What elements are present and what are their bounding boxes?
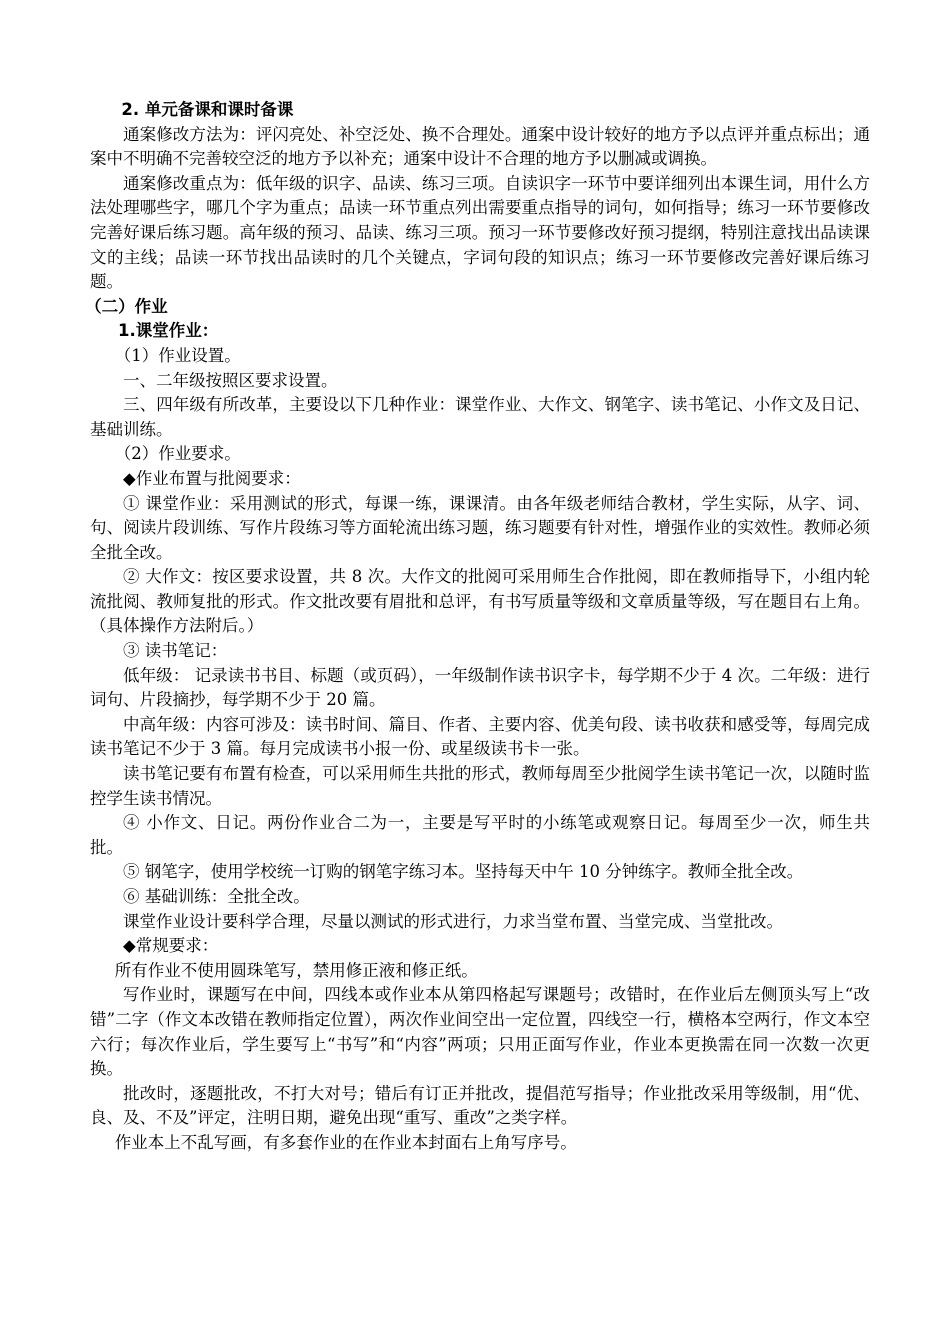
item-grade-3-4: 三、四年级有所改革，主要设以下几种作业：课堂作业、大作文、钢笔字、读书笔记、小作文及日记、基础训练。 xyxy=(90,395,870,439)
rule-notebook-care: 作业本上不乱写画，有多套作业的在作业本封面右上角写序号。 xyxy=(114,1132,577,1152)
document-page xyxy=(85,98,870,1156)
bullet-assignment-review: ◆作业布置与批阅要求： xyxy=(123,468,301,488)
section-homework-heading: （二）作业 xyxy=(85,296,168,316)
paragraph-revision-focus: 通案修改重点为：低年级的识字、品读、练习三项。自读识字一环节中要详细列出本课生词，用什么方法处理哪些字，哪几个字为重点；品读一环节重点列出需要重点指导的词句，如何指导；练习一环节要修改完善好课后练习题。高年级的预习、品读、练习三项。预习一环节要修改好预习提纲，特别注意找出品读课文的主线；品读一环节找出品读时的几个关键点，字词句段的知识点；练习一环节要修改完善好课后练习题。 xyxy=(90,173,870,292)
rule-grading: 批改时，逐题批改，不打大对号；错后有订正并批改，提倡范写指导；作业批改采用等级制，用“优、良、及、不及”评定，注明日期，避免出现“重写、重改”之类字样。 xyxy=(90,1083,870,1128)
item-grade-1-2: 一、二年级按照区要求设置。 xyxy=(123,370,338,390)
entry-small-composition-diary: ④ 小作文、日记。两份作业合二为一，主要是写平时的小练笔或观察日记。每周至少一次，师生共批。 xyxy=(90,813,870,857)
entry-design-note: 课堂作业设计要科学合理，尽量以测试的形式进行，力求当堂布置、当堂完成、当堂批改。 xyxy=(123,911,783,931)
bullet-routine-requirements: ◆常规要求： xyxy=(123,936,219,956)
entry-reading-notes-low-grade: 低年级： 记录读书书目、标题（或页码），一年级制作读书识字卡，每学期不少于 4 次。二年级：进行词句、片段摘抄，每学期不少于 20 篇。 xyxy=(90,665,870,710)
rule-writing-format: 写作业时，课题写在中间，四线本或作业本从第四格起写课题号；改错时，在作业后左侧顶头写上“改错”二字（作文本改错在教师指定位置），两次作业间空出一定位置，四线空一行，横格本空两行，作文本空六行；每次作业后，学生要写上“书写”和“内容”两项；只用正面写作业，作业本更换需在同一次数一次更换。 xyxy=(90,985,870,1079)
entry-reading-notes-check: 读书笔记要有布置有检查，可以采用师生共批的形式，教师每周至少批阅学生读书笔记一次，以随时监控学生读书情况。 xyxy=(90,764,870,808)
item-homework-setting: （1）作业设置。 xyxy=(114,345,241,365)
paragraph-revision-method: 通案修改方法为：评闪亮处、补空泛处、换不合理处。通案中设计较好的地方予以点评并重点标出；通案中不明确不完善较空泛的地方予以补充；通案中设计不合理的地方予以删减或调换。 xyxy=(90,124,870,169)
entry-basic-training: ⑥ 基础训练：全批全改。 xyxy=(123,887,310,906)
entry-reading-notes: ③ 读书笔记： xyxy=(123,641,228,661)
entry-classroom-work: ① 课堂作业：采用测试的形式，每课一练，课课清。由各年级老师结合教材，学生实际，从字、词、句、阅读片段训练、写作片段练习等方面轮流出练习题，练习题要有针对性，增强作业的实效性。教师必须全批全改。 xyxy=(90,493,870,562)
rule-no-ballpoint: 所有作业不使用圆珠笔写，禁用修正液和修正纸。 xyxy=(114,960,478,980)
entry-pen-calligraphy: ⑤ 钢笔字，使用学校统一订购的钢笔字练习本。坚持每天中午 10 分钟练字。教师全批全改。 xyxy=(123,862,804,882)
item-homework-requirements: （2）作业要求。 xyxy=(114,444,241,464)
subheading-classroom-homework: 1.课堂作业： xyxy=(118,321,219,341)
heading-lesson-prep: 2. 单元备课和课时备课 xyxy=(121,100,294,119)
entry-reading-notes-mid-high: 中高年级：内容可涉及：读书时间、篇目、作者、主要内容、优美句段、读书收获和感受等，每周完成读书笔记不少于 3 篇。每月完成读书小报一份、或星级读书卡一张。 xyxy=(90,714,870,759)
entry-big-composition: ② 大作文：按区要求设置，共 8 次。大作文的批阅可采用师生合作批阅，即在教师指导下，小组内轮流批阅、教师复批的形式。作文批改要有眉批和总评，有书写质量等级和文章质量等级，写在题目右上角。（具体操作方法附后。） xyxy=(90,567,870,636)
